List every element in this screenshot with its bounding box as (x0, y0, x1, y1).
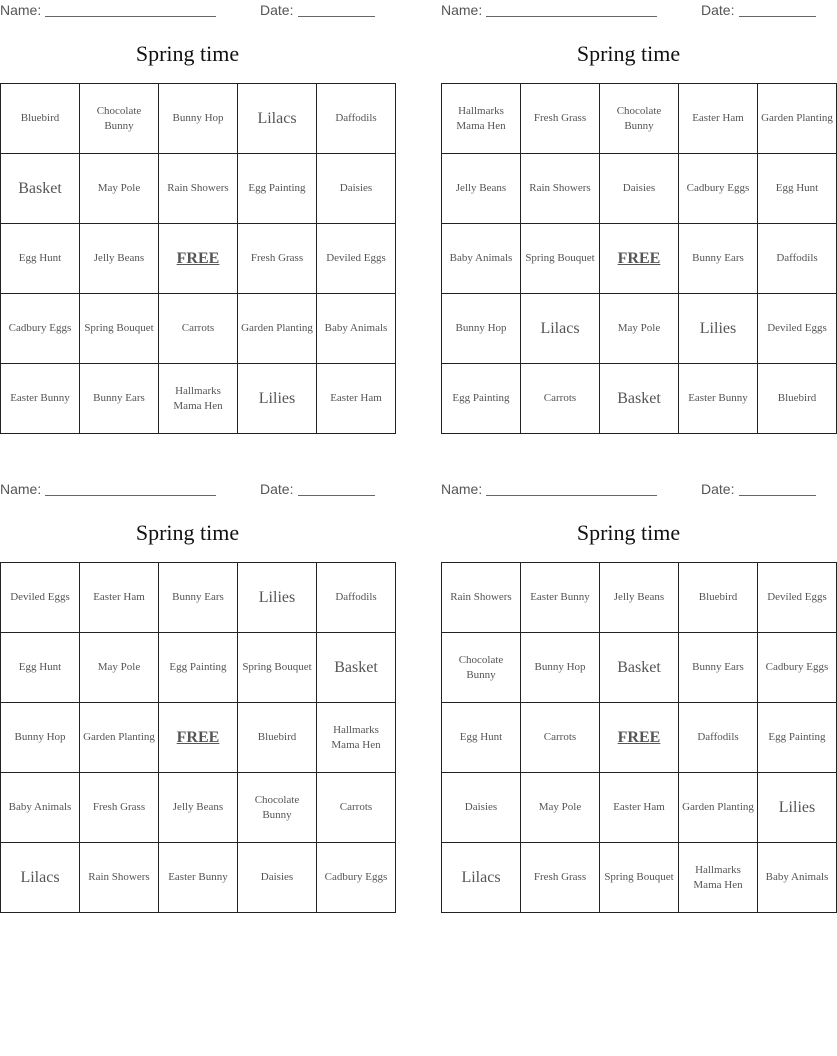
card-header (0, 481, 375, 499)
grid-cell: Garden Planting (758, 84, 837, 154)
grid-cell: Chocolate Bunny (238, 773, 317, 843)
grid-cell: Easter Ham (600, 773, 679, 843)
grid-cell: Easter Ham (80, 563, 159, 633)
name-label: Name: (441, 2, 483, 18)
grid-cell: Cadbury Eggs (679, 154, 758, 224)
grid-cell: Carrots (159, 294, 238, 364)
grid-cell: Egg Hunt (442, 703, 521, 773)
card-title: Spring time (576, 41, 681, 66)
grid-cell: Bunny Hop (159, 84, 238, 154)
grid-cell: Lilies (238, 563, 317, 633)
date-label: Date: (701, 2, 735, 18)
grid-cell: Daffodils (758, 224, 837, 294)
grid-cell: Lilacs (521, 294, 600, 364)
grid-cell: Baby Animals (1, 773, 80, 843)
free-space-cell: FREE (600, 703, 679, 773)
grid-cell: Carrots (317, 773, 396, 843)
grid-cell: Daisies (442, 773, 521, 843)
grid-row (1, 154, 396, 224)
grid-cell: Jelly Beans (600, 563, 679, 633)
grid-cell: Bunny Ears (80, 364, 159, 434)
grid-cell: Egg Painting (238, 154, 317, 224)
grid-cell: Bluebird (758, 364, 837, 434)
date-blank-line (298, 16, 375, 17)
bingo-grid (441, 562, 837, 913)
bingo-grid (0, 562, 396, 913)
grid-cell: Chocolate Bunny (80, 84, 159, 154)
grid-cell: Daisies (317, 154, 396, 224)
card-header (0, 2, 375, 20)
grid-cell: Spring Bouquet (238, 633, 317, 703)
bingo-grid (441, 83, 837, 434)
grid-cell: Daisies (238, 843, 317, 913)
bingo-card-4 (441, 479, 829, 919)
grid-row (442, 563, 837, 633)
grid-cell: Egg Painting (758, 703, 837, 773)
grid-cell: Bunny Hop (442, 294, 521, 364)
grid-cell: Spring Bouquet (80, 294, 159, 364)
bingo-grid (0, 83, 396, 434)
name-blank-line (45, 16, 216, 17)
grid-cell: Cadbury Eggs (758, 633, 837, 703)
grid-cell: Hallmarks Mama Hen (317, 703, 396, 773)
grid-cell: Easter Bunny (159, 843, 238, 913)
name-label: Name: (0, 481, 42, 497)
date-blank-line (298, 495, 375, 496)
card-title: Spring time (576, 520, 681, 545)
grid-row (1, 294, 396, 364)
grid-cell: Bluebird (238, 703, 317, 773)
grid-cell: Baby Animals (442, 224, 521, 294)
grid-cell: Carrots (521, 364, 600, 434)
grid-row (442, 84, 837, 154)
date-label: Date: (701, 481, 735, 497)
grid-row (442, 154, 837, 224)
grid-cell: Garden Planting (238, 294, 317, 364)
grid-cell: Lilies (758, 773, 837, 843)
grid-row (1, 843, 396, 913)
grid-cell: Daffodils (317, 84, 396, 154)
grid-cell: Garden Planting (679, 773, 758, 843)
grid-cell: Bluebird (679, 563, 758, 633)
date-label: Date: (260, 2, 294, 18)
grid-cell: Chocolate Bunny (442, 633, 521, 703)
grid-row (442, 773, 837, 843)
grid-cell: Egg Hunt (758, 154, 837, 224)
grid-row (442, 364, 837, 434)
grid-row (1, 224, 396, 294)
free-space-cell: FREE (159, 224, 238, 294)
grid-cell: Rain Showers (442, 563, 521, 633)
grid-row (442, 224, 837, 294)
grid-cell: Basket (1, 154, 80, 224)
grid-cell: Jelly Beans (442, 154, 521, 224)
grid-cell: Deviled Eggs (317, 224, 396, 294)
grid-row (442, 703, 837, 773)
grid-cell: Basket (600, 633, 679, 703)
grid-cell: Daffodils (679, 703, 758, 773)
grid-row (442, 843, 837, 913)
grid-cell: Rain Showers (521, 154, 600, 224)
grid-cell: Daisies (600, 154, 679, 224)
grid-cell: Fresh Grass (521, 84, 600, 154)
grid-cell: Garden Planting (80, 703, 159, 773)
grid-cell: Bunny Ears (159, 563, 238, 633)
grid-cell: Rain Showers (159, 154, 238, 224)
grid-cell: Lilacs (238, 84, 317, 154)
grid-cell: Jelly Beans (80, 224, 159, 294)
grid-row (1, 773, 396, 843)
grid-cell: Baby Animals (317, 294, 396, 364)
grid-row (1, 364, 396, 434)
date-label: Date: (260, 481, 294, 497)
card-title: Spring time (135, 41, 240, 66)
grid-cell: Hallmarks Mama Hen (442, 84, 521, 154)
free-space-cell: FREE (600, 224, 679, 294)
bingo-card-2 (441, 0, 833, 440)
grid-cell: Egg Painting (442, 364, 521, 434)
grid-cell: Fresh Grass (521, 843, 600, 913)
grid-row (1, 84, 396, 154)
name-label: Name: (441, 481, 483, 497)
bingo-card-1 (0, 0, 388, 440)
grid-cell: Easter Bunny (521, 563, 600, 633)
grid-cell: Easter Ham (317, 364, 396, 434)
grid-cell: Baby Animals (758, 843, 837, 913)
card-header (441, 2, 816, 20)
bingo-card-3 (0, 479, 388, 919)
grid-row (1, 703, 396, 773)
grid-row (1, 563, 396, 633)
grid-cell: Fresh Grass (238, 224, 317, 294)
grid-cell: Lilies (679, 294, 758, 364)
grid-cell: Deviled Eggs (758, 294, 837, 364)
grid-cell: Spring Bouquet (600, 843, 679, 913)
grid-cell: Daffodils (317, 563, 396, 633)
grid-cell: Carrots (521, 703, 600, 773)
grid-cell: Bunny Ears (679, 224, 758, 294)
grid-cell: May Pole (80, 633, 159, 703)
grid-cell: Lilacs (442, 843, 521, 913)
grid-cell: Bunny Ears (679, 633, 758, 703)
grid-cell: Easter Bunny (679, 364, 758, 434)
grid-cell: Basket (600, 364, 679, 434)
grid-row (442, 633, 837, 703)
grid-cell: Egg Painting (159, 633, 238, 703)
grid-cell: Lilies (238, 364, 317, 434)
card-header (441, 481, 816, 499)
grid-cell: Cadbury Eggs (1, 294, 80, 364)
name-label: Name: (0, 2, 42, 18)
grid-cell: Deviled Eggs (758, 563, 837, 633)
grid-cell: Jelly Beans (159, 773, 238, 843)
grid-cell: May Pole (80, 154, 159, 224)
free-space-cell: FREE (159, 703, 238, 773)
grid-cell: May Pole (600, 294, 679, 364)
grid-cell: Hallmarks Mama Hen (679, 843, 758, 913)
name-blank-line (45, 495, 216, 496)
grid-cell: Egg Hunt (1, 224, 80, 294)
name-blank-line (486, 495, 657, 496)
grid-cell: Bunny Hop (521, 633, 600, 703)
grid-cell: May Pole (521, 773, 600, 843)
date-blank-line (739, 16, 816, 17)
grid-cell: Bluebird (1, 84, 80, 154)
card-title: Spring time (135, 520, 240, 545)
grid-cell: Deviled Eggs (1, 563, 80, 633)
grid-cell: Easter Bunny (1, 364, 80, 434)
grid-cell: Lilacs (1, 843, 80, 913)
grid-cell: Spring Bouquet (521, 224, 600, 294)
grid-cell: Chocolate Bunny (600, 84, 679, 154)
grid-cell: Egg Hunt (1, 633, 80, 703)
grid-cell: Hallmarks Mama Hen (159, 364, 238, 434)
grid-cell: Basket (317, 633, 396, 703)
grid-cell: Cadbury Eggs (317, 843, 396, 913)
grid-cell: Fresh Grass (80, 773, 159, 843)
grid-row (442, 294, 837, 364)
grid-cell: Bunny Hop (1, 703, 80, 773)
grid-cell: Rain Showers (80, 843, 159, 913)
date-blank-line (739, 495, 816, 496)
grid-cell: Easter Ham (679, 84, 758, 154)
grid-row (1, 633, 396, 703)
name-blank-line (486, 16, 657, 17)
